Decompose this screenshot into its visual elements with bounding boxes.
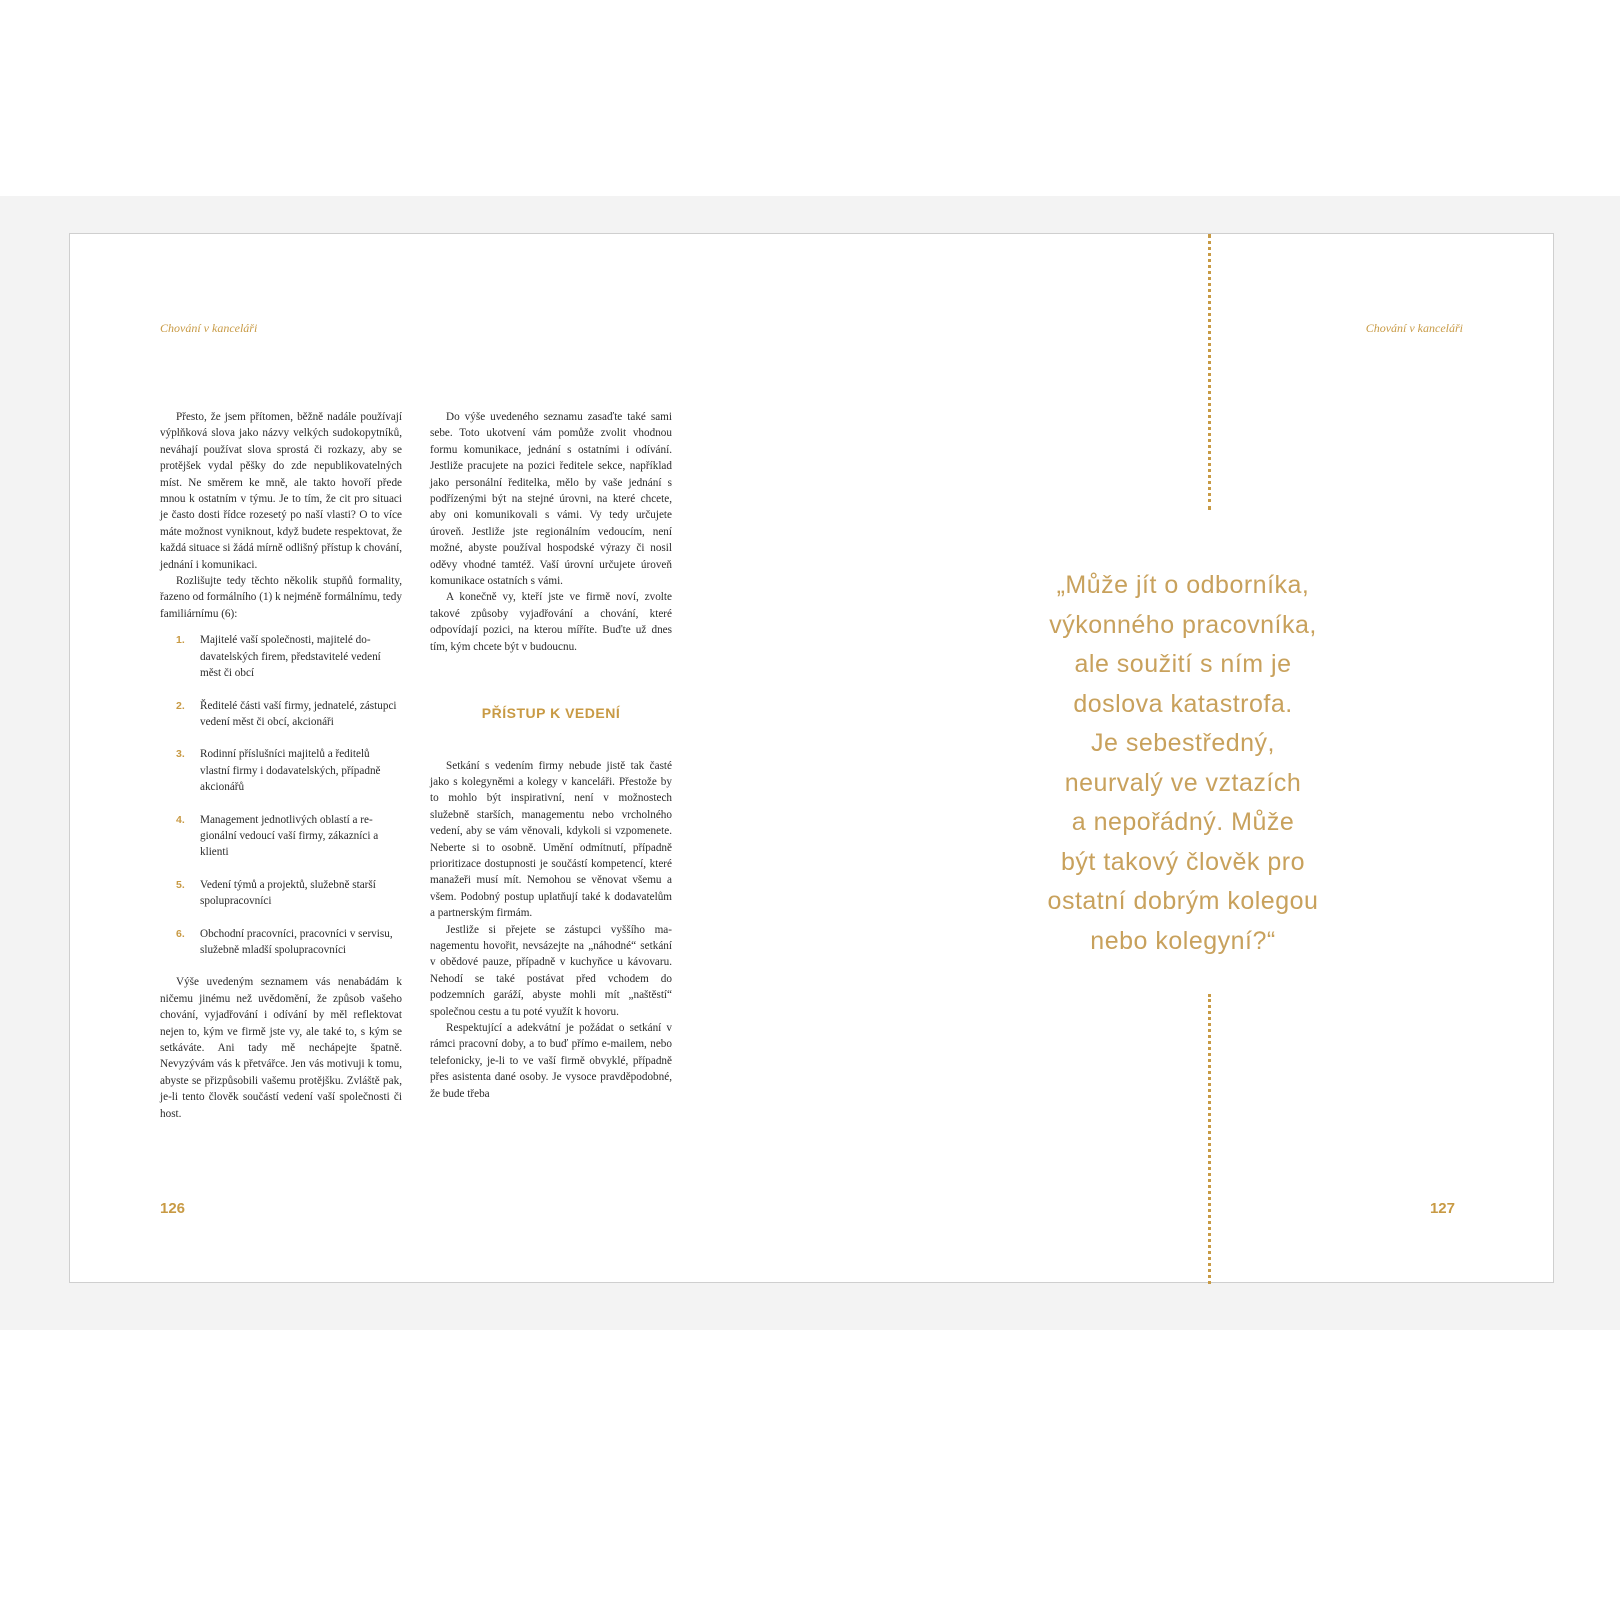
- paragraph: Do výše uvedeného seznamu zasaďte také sami sebe. Toto ukotvení vám pomůže zvolit vhodnou formu komunikace, jednání s ostatními i odívání. Jestliže pracujete na pozici ředitele sekce, například jako personální ředitelka, mělo by vaše jednání s podřízenými být na stejné úrovni, na které chcete, aby oni komunikovali s vámi. Vy tedy určujete úroveň. Jestliže jste regionálním vedoucím, není možné, abyste používal hospodské výrazy či nosil oděvy vhodné tamtéž. Vaší úrovní určujete úroveň komunikace ostatních s vámi.: [430, 411, 672, 588]
- list-item: [160, 877, 402, 910]
- paragraph: Rozlišujte tedy těchto několik stupňů formality, řazeno od formálního (1) k nejméně formálnímu, tedy familiárnímu (6):: [160, 575, 402, 620]
- quote-line: ostatní dobrým kolegou: [1047, 887, 1319, 915]
- book-spread: [69, 233, 1554, 1283]
- quote-line: a nepořádný. Může: [1071, 808, 1295, 836]
- running-head-left: Chování v kanceláři: [160, 321, 258, 335]
- quote-line: Je sebestředný,: [1091, 729, 1275, 757]
- page-number-left: 126: [160, 1200, 186, 1217]
- paragraph: Setkání s vedením firmy nebude jistě tak časté jako s kolegyněmi a kolegy v kanceláři. Přestože by to mohlo být inspirativní, není v možnostech služebně starších, managementu nebo vrcholného vedení, aby se vám věnovali, kdykoli si vzpomenete. Neberte si to osobně. Umění odmítnutí, případně prioritizace dostupnosti je součástí kompetencí, které manažeři musí mít. Nemohou se věnovat všemu a všem. Podobný postup uplatňují také k dodavatelům a partnerským firmám.: [430, 759, 672, 920]
- quote-line: „Může jít o odborníka,: [1056, 571, 1310, 599]
- list-text: Ředitelé části vaší firmy, jednatelé, zástupci vedení měst či obcí, akcionáři: [200, 699, 397, 728]
- list-number: 1.: [176, 634, 185, 647]
- page-number-right: 127: [1429, 1200, 1455, 1217]
- quote-line: neurvalý ve vztazích: [1064, 768, 1302, 797]
- list-number: 3.: [176, 748, 185, 761]
- paragraph: Výše uvedeným seznamem vás nenabádám k ničemu jinému než uvědomění, že způsob vašeho chování, vyjadřování i odívání by měl reflektovat nejen to, kým ve firmě jste vy, ale také to, s kým se setkáváte. Ani tady mě nechápejte špatně. Nevyzývám vás k přetvářce. Jen vás motivuji k tomu, abyste se přizpůsobili vašemu protějšku. Zvláště pak, je-li tento člověk součástí vedení vaší společnosti či host.: [160, 976, 402, 1120]
- dotted-divider-top: [1208, 234, 1211, 510]
- quote-line: výkonného pracovníka,: [1049, 610, 1317, 639]
- paragraph: Jestliže si přejete se zástupci vyššího managementu hovořit, nevsázejte na „náhodné“ setkání v obědové pauze, případně v kuchyňce u kávovaru. Nehodí se také postávat před vchodem do podzemních garáží, abyste mohli mít „naštěstí“ společnou cestu a tu poté využít k hovoru.: [430, 923, 672, 1018]
- list-item: [160, 812, 402, 861]
- list-text: Management jednotlivých oblastí a regionální vedoucí vaší firmy, zákazníci a klienti: [200, 813, 379, 859]
- section-heading: PŘÍSTUP K VEDENÍ: [481, 705, 621, 722]
- list-text: Vedení týmů a projektů, služebně starší spolupracovníci: [200, 878, 376, 908]
- paragraph: Přesto, že jsem přítomen, běžně nadále používají výplňková slova jako názvy velkých sudokopytníků, neváhají používat slova sprostá či rozkazy, aby se protějšek vydal pěšky do zde nepublikovatelných míst. Ne směrem ke mně, ale takto hovoří přede mnou k ostatním v týmu. Je to tím, že cit pro situaci je často dosti řídce rozesetý po naší vlasti? O to více máte možnost vyniknout, když budete respektovat, že každá situace si žádá mírně odlišný přístup k chování, jednání i komunikaci.: [160, 411, 402, 571]
- list-text: Rodinní příslušníci majitelů a ředitelů vlastní firmy i dodavatelských, případně akcionářů: [200, 748, 381, 794]
- list-number: 6.: [176, 927, 185, 940]
- paragraph: Respektující a adekvátní je požádat o setkání v rámci pracovní doby, a to buď přímo e-mailem, nebo telefonicky, je-li to ve vaší firmě obvyklé, případně přes asistenta dané osoby. Je vysoce pravděpodobné, že bude třeba: [430, 1022, 672, 1100]
- list-item: [160, 926, 402, 959]
- running-head-right: Chování v kanceláři: [1365, 321, 1463, 335]
- dotted-divider-bottom: [1208, 994, 1211, 1284]
- quote-line: doslova katastrofa.: [1073, 689, 1293, 718]
- list-number: 2.: [176, 699, 185, 712]
- quote-line: ale soužití s ním je: [1074, 650, 1292, 678]
- list-text: Obchodní pracovníci, pracovníci v servisu, služebně mladší spolupracovníci: [200, 927, 393, 956]
- quote-line: nebo kolegyní?“: [1090, 926, 1276, 955]
- list-text: Majitelé vaší společnosti, majitelé dodavatelských firem, představitelé vedení měst či obcí: [200, 634, 381, 680]
- list-item: [160, 632, 402, 681]
- left-column-2: [430, 409, 672, 1102]
- left-column-1: [160, 409, 402, 1122]
- formality-list: [160, 632, 402, 958]
- paragraph: A konečně vy, kteří jste ve firmě noví, zvolte takové způsoby vyjadřování a chování, které odpovídají pozici, na kterou míříte. Buďte už dnes tím, kým chcete být v budoucnu.: [430, 591, 672, 653]
- quote-line: být takový člověk pro: [1061, 847, 1305, 876]
- list-item: [160, 698, 402, 731]
- pull-quote: [1025, 566, 1341, 961]
- list-item: [160, 746, 402, 795]
- list-number: 5.: [176, 878, 185, 891]
- list-number: 4.: [176, 813, 185, 826]
